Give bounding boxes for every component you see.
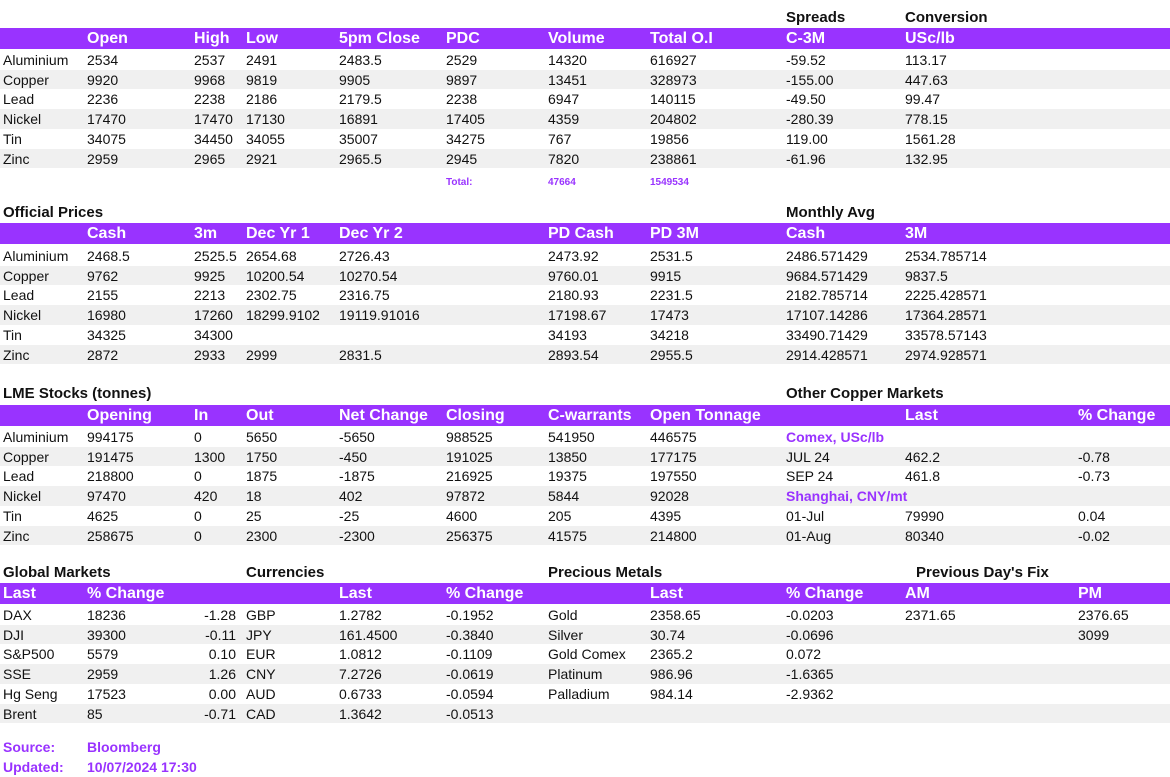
table-cell: 191475 <box>87 448 134 465</box>
column-header: Out <box>246 407 274 424</box>
column-header: C-3M <box>786 30 826 47</box>
table-cell: 9762 <box>87 267 119 284</box>
table-cell: 17107.14286 <box>786 307 868 324</box>
table-cell: 2726.43 <box>339 248 390 264</box>
table-cell: 9915 <box>650 267 682 284</box>
table-cell: 2999 <box>246 346 278 363</box>
table-cell: 2238 <box>446 91 478 108</box>
table-cell: 35007 <box>339 130 378 147</box>
precious-metal-last: 984.14 <box>650 685 693 702</box>
table-cell: 132.95 <box>905 150 948 167</box>
currency-change: -0.1109 <box>446 646 493 663</box>
table-cell: 7820 <box>548 150 580 167</box>
updated-value: 10/07/2024 17:30 <box>87 759 197 775</box>
table-cell: 2483.5 <box>339 52 382 68</box>
table-cell: 1875 <box>246 468 278 485</box>
column-header: Open <box>87 30 128 47</box>
table-cell: 10270.54 <box>339 267 398 284</box>
table-cell: 0 <box>194 468 202 485</box>
table-cell: 4359 <box>548 111 580 128</box>
table-cell: 2654.68 <box>246 248 297 264</box>
table-cell: 18 <box>246 488 262 505</box>
table-cell: 2225.428571 <box>905 287 987 304</box>
table-cell: 2486.571429 <box>786 248 868 264</box>
currency-last: 1.3642 <box>339 705 382 722</box>
source-value: Bloomberg <box>87 739 161 755</box>
precious-metal-last: 30.74 <box>650 626 686 643</box>
index-name: SSE <box>3 666 32 683</box>
table-cell: 9819 <box>246 71 278 88</box>
table-cell: 2945 <box>446 150 478 167</box>
lme-stocks-title: LME Stocks (tonnes) <box>3 385 152 402</box>
table-cell: 2959 <box>87 150 119 167</box>
table-cell: 2473.92 <box>548 248 599 264</box>
index-name: DJI <box>3 626 24 643</box>
table-cell: 5650 <box>246 429 278 445</box>
table-cell: 447.63 <box>905 71 948 88</box>
table-cell: 4600 <box>446 507 478 524</box>
table-cell: 218800 <box>87 468 134 485</box>
metal-name: Zinc <box>3 527 30 544</box>
table-cell: 2531.5 <box>650 248 693 264</box>
column-header: Low <box>246 30 278 47</box>
table-cell: 17470 <box>87 111 126 128</box>
metal-name: Zinc <box>3 346 30 363</box>
table-cell: 17198.67 <box>548 307 607 324</box>
table-cell: 2537 <box>194 52 226 68</box>
table-cell: 0 <box>194 527 202 544</box>
table-cell: -59.52 <box>786 52 826 68</box>
table-cell: 2231.5 <box>650 287 693 304</box>
column-header: Last <box>339 585 372 602</box>
currency-last: 161.4500 <box>339 626 398 643</box>
conversion-title: Conversion <box>905 9 988 26</box>
copper-last: 79990 <box>905 507 944 524</box>
previous-fix-title: Previous Day's Fix <box>916 564 1049 581</box>
header-band-markets <box>0 583 1170 604</box>
table-cell: 2534.785714 <box>905 248 987 264</box>
precious-metal-name: Gold <box>548 607 578 623</box>
copper-change: -0.02 <box>1078 527 1110 544</box>
total-open-interest: 1549534 <box>650 177 689 188</box>
row-stripe <box>0 109 1170 129</box>
currency-code: CNY <box>246 666 276 683</box>
index-change: 0.10 <box>208 646 236 663</box>
currency-change: -0.1952 <box>446 607 494 623</box>
total-label: Total: <box>446 177 473 188</box>
column-header: USc/lb <box>905 30 955 47</box>
table-cell: 0 <box>194 507 202 524</box>
copper-last: 462.2 <box>905 448 941 465</box>
index-name: Hg Seng <box>3 685 58 702</box>
currencies-title: Currencies <box>246 564 325 581</box>
precious-metal-change: -1.6365 <box>786 666 834 683</box>
table-cell: 1561.28 <box>905 130 956 147</box>
table-cell: 238861 <box>650 150 697 167</box>
table-cell: 204802 <box>650 111 697 128</box>
table-cell: 1750 <box>246 448 278 465</box>
table-cell: 19856 <box>650 130 689 147</box>
metal-name: Nickel <box>3 307 42 324</box>
table-cell: 2965.5 <box>339 150 382 167</box>
metal-name: Copper <box>3 71 49 88</box>
precious-metal-change: -0.0696 <box>786 626 834 643</box>
other-copper-title: Other Copper Markets <box>786 385 944 402</box>
updated-label: Updated: <box>3 759 64 775</box>
currency-change: -0.0513 <box>446 705 494 722</box>
table-cell: 34218 <box>650 326 689 343</box>
column-header: Volume <box>548 30 605 47</box>
column-header: PDC <box>446 30 480 47</box>
column-header: Cash <box>786 225 826 242</box>
index-name: DAX <box>3 607 32 623</box>
source-label: Source: <box>3 739 56 755</box>
table-cell: -61.96 <box>786 150 826 167</box>
precious-metal-last: 2358.65 <box>650 607 701 623</box>
table-cell: 2468.5 <box>87 248 130 264</box>
table-cell: 9925 <box>194 267 226 284</box>
index-last: 39300 <box>87 626 126 643</box>
index-last: 17523 <box>87 685 126 702</box>
table-cell: 2955.5 <box>650 346 693 363</box>
metal-name: Zinc <box>3 150 30 167</box>
metal-name: Tin <box>3 507 22 524</box>
table-cell: 34055 <box>246 130 285 147</box>
table-cell: 1300 <box>194 448 226 465</box>
table-cell: 17405 <box>446 111 485 128</box>
copper-change: 0.04 <box>1078 507 1106 524</box>
spreads-title: Spreads <box>786 9 846 26</box>
table-cell: 2974.928571 <box>905 346 987 363</box>
column-header: Net Change <box>339 407 428 424</box>
index-last: 2959 <box>87 666 119 683</box>
table-cell: 2238 <box>194 91 226 108</box>
metal-name: Lead <box>3 468 35 485</box>
table-cell: 205 <box>548 507 572 524</box>
index-change: 0.00 <box>208 685 236 702</box>
table-cell: 616927 <box>650 52 697 68</box>
column-header: Open Tonnage <box>650 407 761 424</box>
table-cell: 0 <box>194 429 202 445</box>
index-name: S&P500 <box>3 646 55 663</box>
metal-name: Aluminium <box>3 248 69 264</box>
precious-metal-last: 2365.2 <box>650 646 693 663</box>
table-cell: 14320 <box>548 52 587 68</box>
table-cell: 19119.91016 <box>339 307 420 324</box>
currency-code: CAD <box>246 705 276 722</box>
table-cell: 17130 <box>246 111 285 128</box>
table-cell: 13850 <box>548 448 587 465</box>
table-cell: 2213 <box>194 287 226 304</box>
precious-metal-last: 986.96 <box>650 666 693 683</box>
table-cell: 99.47 <box>905 91 941 108</box>
table-cell: 2933 <box>194 346 226 363</box>
table-cell: 191025 <box>446 448 493 465</box>
official-prices-title: Official Prices <box>3 204 104 221</box>
currency-last: 1.0812 <box>339 646 382 663</box>
row-stripe <box>0 704 1170 724</box>
monthly-avg-title: Monthly Avg <box>786 204 875 221</box>
table-cell: 2316.75 <box>339 287 390 304</box>
table-cell: 97470 <box>87 488 126 505</box>
table-cell: 2529 <box>446 52 478 68</box>
table-cell: 17364.28571 <box>905 307 987 324</box>
metal-name: Lead <box>3 91 35 108</box>
index-last: 5579 <box>87 646 119 663</box>
column-header: % Change <box>87 585 165 602</box>
precious-metal-change: -2.9362 <box>786 685 834 702</box>
table-cell: 9905 <box>339 71 371 88</box>
table-cell: 6947 <box>548 91 580 108</box>
column-header: Last <box>905 407 938 424</box>
metal-name: Nickel <box>3 488 42 505</box>
table-cell: 256375 <box>446 527 493 544</box>
table-cell: 9837.5 <box>905 267 948 284</box>
table-cell: 2186 <box>246 91 278 108</box>
column-header: Closing <box>446 407 505 424</box>
column-header: PM <box>1078 585 1102 602</box>
table-cell: 214800 <box>650 527 697 544</box>
column-header: Last <box>3 585 36 602</box>
currency-last: 1.2782 <box>339 607 382 623</box>
table-cell: 2914.428571 <box>786 346 868 363</box>
table-cell: 197550 <box>650 468 697 485</box>
currency-last: 7.2726 <box>339 666 382 683</box>
table-cell: 10200.54 <box>246 267 305 284</box>
table-cell: 4395 <box>650 507 682 524</box>
table-cell: 328973 <box>650 71 697 88</box>
table-cell: 778.15 <box>905 111 948 128</box>
column-header: In <box>194 407 209 424</box>
currency-last: 0.6733 <box>339 685 382 702</box>
index-last: 18236 <box>87 607 126 623</box>
table-cell: 113.17 <box>905 52 947 68</box>
copper-change: -0.73 <box>1078 468 1110 485</box>
currency-code: EUR <box>246 646 276 663</box>
table-cell: 2236 <box>87 91 119 108</box>
contract-name: 01-Aug <box>786 527 832 544</box>
table-cell: 19375 <box>548 468 587 485</box>
table-cell: -2300 <box>339 527 375 544</box>
table-cell: 92028 <box>650 488 689 505</box>
table-cell: 34193 <box>548 326 587 343</box>
table-cell: 2831.5 <box>339 346 382 363</box>
copper-last: 461.8 <box>905 468 941 485</box>
table-cell: 17260 <box>194 307 233 324</box>
table-cell: 2302.75 <box>246 287 297 304</box>
metal-name: Tin <box>3 326 22 343</box>
index-change: -1.28 <box>204 607 236 623</box>
column-header: 3M <box>905 225 928 242</box>
table-cell: 2491 <box>246 52 278 68</box>
table-cell: 13451 <box>548 71 587 88</box>
table-cell: 2534 <box>87 52 119 68</box>
table-cell: 402 <box>339 488 363 505</box>
table-cell: 767 <box>548 130 572 147</box>
table-cell: 18299.9102 <box>246 307 320 324</box>
column-header: Dec Yr 1 <box>246 225 310 242</box>
precious-metal-change: -0.0203 <box>786 607 834 623</box>
column-header: AM <box>905 585 930 602</box>
index-change: -0.71 <box>204 705 236 722</box>
precious-metal-name: Silver <box>548 626 584 643</box>
table-cell: 2300 <box>246 527 278 544</box>
column-header: C-warrants <box>548 407 632 424</box>
table-cell: 16980 <box>87 307 126 324</box>
table-cell: -450 <box>339 448 368 465</box>
fix-pm: 3099 <box>1078 626 1110 643</box>
column-header: High <box>194 30 230 47</box>
table-cell: 177175 <box>650 448 697 465</box>
precious-metal-change: 0.072 <box>786 646 822 663</box>
column-header: 5pm Close <box>339 30 420 47</box>
table-cell: 33578.57143 <box>905 326 987 343</box>
table-cell: 41575 <box>548 527 587 544</box>
currency-code: AUD <box>246 685 276 702</box>
metal-name: Copper <box>3 267 49 284</box>
table-cell: 97872 <box>446 488 485 505</box>
table-cell: 9968 <box>194 71 226 88</box>
metal-name: Aluminium <box>3 52 69 68</box>
table-cell: 446575 <box>650 429 697 445</box>
currency-change: -0.0619 <box>446 666 494 683</box>
table-cell: -49.50 <box>786 91 826 108</box>
currency-code: JPY <box>246 626 272 643</box>
currency-change: -0.3840 <box>446 626 494 643</box>
row-stripe <box>0 625 1170 645</box>
column-header: Last <box>650 585 683 602</box>
table-cell: 16891 <box>339 111 378 128</box>
table-cell: 420 <box>194 488 218 505</box>
table-cell: 541950 <box>548 429 595 445</box>
table-cell: 988525 <box>446 429 493 445</box>
table-cell: 2921 <box>246 150 278 167</box>
metal-name: Aluminium <box>3 429 69 445</box>
table-cell: 34300 <box>194 326 233 343</box>
metal-name: Nickel <box>3 111 42 128</box>
contract-name: SEP 24 <box>786 468 834 485</box>
table-cell: 2180.93 <box>548 287 599 304</box>
table-cell: 4625 <box>87 507 119 524</box>
table-cell: 994175 <box>87 429 134 445</box>
table-cell: -25 <box>339 507 360 524</box>
copper-market-heading: Comex, USc/lb <box>786 429 885 445</box>
table-cell: -155.00 <box>786 71 834 88</box>
index-last: 85 <box>87 705 103 722</box>
precious-metals-title: Precious Metals <box>548 564 663 581</box>
table-cell: 9920 <box>87 71 119 88</box>
table-cell: 25 <box>246 507 262 524</box>
table-cell: 33490.71429 <box>786 326 868 343</box>
total-volume: 47664 <box>548 177 576 188</box>
table-cell: 119.00 <box>786 130 828 147</box>
table-cell: 140115 <box>650 91 696 108</box>
table-cell: 2179.5 <box>339 91 382 108</box>
metal-name: Lead <box>3 287 35 304</box>
row-stripe <box>0 486 1170 506</box>
table-cell: 17473 <box>650 307 689 324</box>
table-cell: 2965 <box>194 150 226 167</box>
column-header: % Change <box>1078 407 1156 424</box>
table-cell: 2155 <box>87 287 119 304</box>
table-cell: 34450 <box>194 130 233 147</box>
table-cell: 17470 <box>194 111 233 128</box>
global-markets-title: Global Markets <box>3 564 111 581</box>
currency-change: -0.0594 <box>446 685 494 702</box>
table-cell: 216925 <box>446 468 493 485</box>
column-header: Cash <box>87 225 127 242</box>
column-header: % Change <box>786 585 864 602</box>
table-cell: 34325 <box>87 326 126 343</box>
table-cell: 258675 <box>87 527 134 544</box>
table-cell: 34275 <box>446 130 485 147</box>
table-cell: -5650 <box>339 429 375 445</box>
index-change: 1.26 <box>208 666 236 683</box>
table-cell: 5844 <box>548 488 580 505</box>
table-cell: 34075 <box>87 130 126 147</box>
fix-am: 2371.65 <box>905 607 956 623</box>
precious-metal-name: Gold Comex <box>548 646 626 663</box>
contract-name: 01-Jul <box>786 507 825 524</box>
metal-name: Tin <box>3 130 22 147</box>
table-cell: 9760.01 <box>548 267 599 284</box>
column-header: Total O.I <box>650 30 713 47</box>
table-cell: -1875 <box>339 468 375 485</box>
column-header: PD 3M <box>650 225 699 242</box>
currency-code: GBP <box>246 607 276 623</box>
column-header: PD Cash <box>548 225 614 242</box>
table-cell: 2872 <box>87 346 119 363</box>
table-cell: 2525.5 <box>194 248 237 264</box>
precious-metal-name: Platinum <box>548 666 603 683</box>
index-change: -0.11 <box>205 626 236 643</box>
fix-pm: 2376.65 <box>1078 607 1129 623</box>
table-cell: 2182.785714 <box>786 287 868 304</box>
table-cell: -280.39 <box>786 111 834 128</box>
index-name: Brent <box>3 705 37 722</box>
column-header: Opening <box>87 407 152 424</box>
column-header: 3m <box>194 225 218 242</box>
copper-change: -0.78 <box>1078 448 1110 465</box>
copper-last: 80340 <box>905 527 944 544</box>
contract-name: JUL 24 <box>786 448 830 465</box>
copper-market-heading: Shanghai, CNY/mt <box>786 488 908 505</box>
table-cell: 9897 <box>446 71 478 88</box>
metal-name: Copper <box>3 448 49 465</box>
table-cell: 2893.54 <box>548 346 599 363</box>
precious-metal-name: Palladium <box>548 685 610 702</box>
column-header: Dec Yr 2 <box>339 225 403 242</box>
row-stripe <box>0 149 1170 169</box>
column-header: % Change <box>446 585 524 602</box>
table-cell: 9684.571429 <box>786 267 868 284</box>
